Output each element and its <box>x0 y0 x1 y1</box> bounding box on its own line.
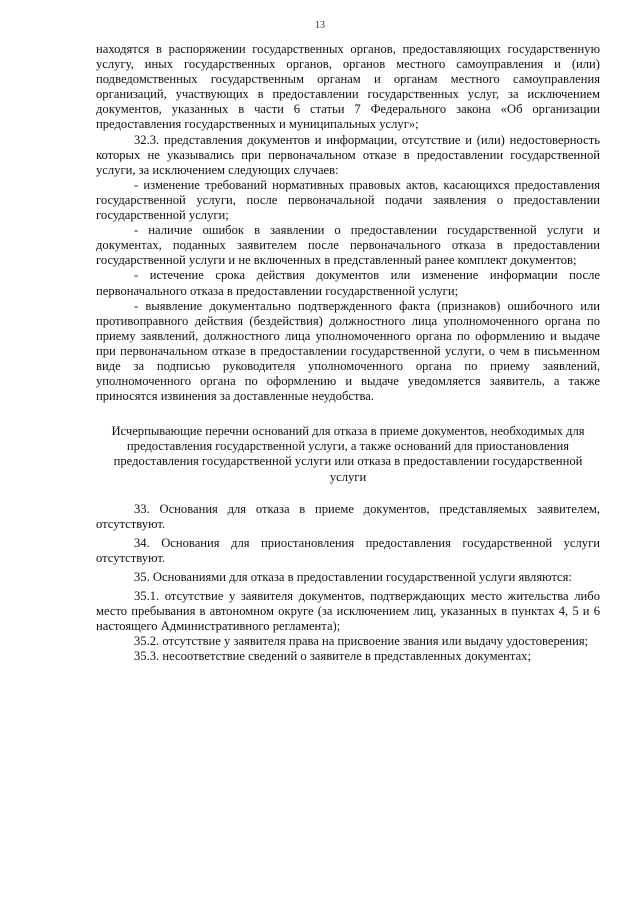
paragraph-32-3: 32.3. представления документов и информации, отсутствие и (или) недостоверность которых не указывались при первоначальном отказе в предоставлении государственной услуги, за исключением следующих случаев: <box>96 132 600 177</box>
list-item-official-error: - выявление документально подтвержденного факта (признаков) ошибочного или противоправного действия (бездействия) должностного лица уполномоченного органа по приему заявлений, должностного лица уполномоченного органа по оформлению и выдаче при первоначальном отказе в предоставлении государственной услуги, о чем в письменном виде за подписью руководителя уполномоченного органа по приему заявлений, уполномоченного органа по оформлению и выдаче уведомляется заявитель, а также приносятся извинения за доставленные неудобства. <box>96 298 600 404</box>
paragraph-33: 33. Основания для отказа в приеме документов, представляемых заявителем, отсутствуют. <box>96 501 600 531</box>
list-item-application-errors: - наличие ошибок в заявлении о предоставлении государственной услуги и документах, поданных заявителем после первоначального отказа в предоставлении государственной услуги и не включенных в представленный ранее комплект документов; <box>96 223 600 268</box>
paragraph-35-3: 35.3. несоответствие сведений о заявителе в представленных документах; <box>134 649 531 664</box>
paragraph-continuation: находятся в распоряжении государственных органов, предоставляющих государственную услугу, иных государственных органов, органов местного самоуправления и (или) подведомственных государственным органам и органам местного самоуправления организаций, участвующих в предоставлении государственных услуг, за исключением документов, указанных в части 6 статьи 7 Федерального закона «Об организации предоставления государственных и муниципальных услуг»; <box>96 42 600 132</box>
section-heading: Исчерпывающие перечни оснований для отказа в приеме документов, необходимых для предоставления государственной услуги, а также оснований для приостановления предоставления государственной услуги или отказа в предоставлении государственной услуги <box>111 424 585 484</box>
paragraph-35-2: 35.2. отсутствие у заявителя права на присвоение звания или выдачу удостоверения; <box>134 634 589 649</box>
paragraph-35-1: 35.1. отсутствие у заявителя документов, подтверждающих место жительства либо место пребывания в автономном округе (за исключением лиц, указанных в пунктах 4, 5 и 6 настоящего Административного регламента); <box>96 589 600 634</box>
list-item-document-expiry: - истечение срока действия документов или изменение информации после первоначального отказа в предоставлении государственной услуги; <box>96 268 600 298</box>
page-number: 13 <box>315 20 325 31</box>
list-item-regulation-change: - изменение требований нормативных правовых актов, касающихся предоставления государственной услуги, после первоначальной подачи заявления о предоставлении государственной услуги; <box>96 177 600 223</box>
paragraph-34: 34. Основания для приостановления предоставления государственной услуги отсутствуют. <box>96 535 600 565</box>
paragraph-35: 35. Основаниями для отказа в предоставлении государственной услуги являются: <box>134 570 572 584</box>
document-body <box>96 42 600 665</box>
